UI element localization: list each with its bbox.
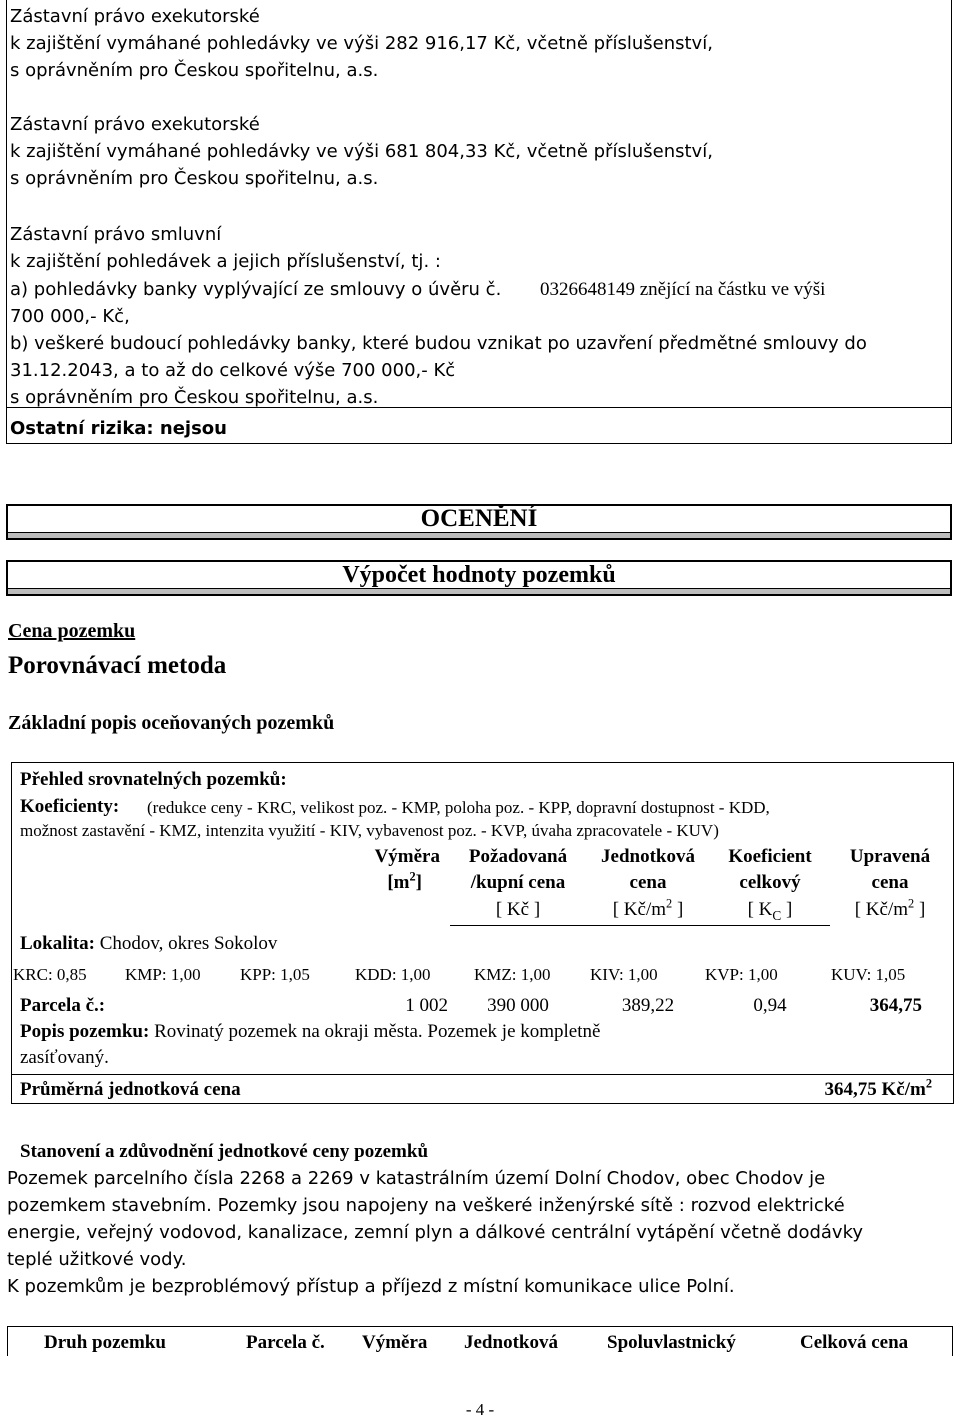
other-risks: Ostatní rizika: nejsou [10, 418, 227, 439]
col-koeficient-header: Koeficient [728, 846, 812, 867]
col-upravena-unit: [ $Kč/m^2$ ] [854, 896, 926, 920]
prumerna-label: Průměrná jednotková cena [20, 1079, 241, 1100]
bt-header-spoluvlastnicky: Spoluvlastnický [607, 1332, 736, 1353]
parcela-koef: 0,94 [753, 995, 787, 1016]
bt-header-jednotkova: Jednotková [464, 1332, 558, 1353]
zakladni-popis-heading: Základní popis oceňovaných pozemků [8, 712, 335, 734]
bt-header-vymera: Výměra [362, 1332, 428, 1353]
col-kupni-unit: [ Kč ] [495, 899, 541, 920]
lien-3-line3: 700 000,- Kč, [10, 306, 130, 327]
coef-krc: KRC: 0,85 [13, 965, 87, 984]
justification-heading: Stanovení a zdůvodnění jednotkové ceny pozemků [20, 1141, 429, 1162]
col-upravena-header2: cena [871, 872, 909, 893]
coef-kmp: KMP: 1,00 [125, 965, 201, 984]
page-number: - 4 - [465, 1400, 495, 1419]
popis-row: Popis pozemku: Rovinatý pozemek na okraji města. Pozemek je kompletně [20, 1021, 601, 1042]
parcela-vymera: 1 002 [405, 995, 448, 1016]
koef-text2: možnost zastavění - KMZ, intenzita využití - KIV, vybavenost poz. - KVP, úvaha zpracovatele - KUV) [20, 821, 719, 840]
lien-2-title: Zástavní právo exekutorské [10, 114, 260, 135]
col-jednotkova-unit: [ $Kč/m^2$ ] [612, 896, 684, 920]
coef-kvp: KVP: 1,00 [705, 965, 778, 984]
coef-kuv: KUV: 1,05 [831, 965, 906, 984]
lien-3-title: Zástavní právo smluvní [10, 224, 222, 245]
parcela-label: Parcela č.: [20, 995, 106, 1016]
col-vymera-unit: $[m^2]$ [387, 869, 422, 893]
parcela-jednotkova: 389,22 [621, 995, 675, 1016]
coef-kiv: KIV: 1,00 [590, 965, 658, 984]
col-celkovy-header: celkový [739, 872, 801, 893]
justification-line5: K pozemkům je bezproblémový přístup a příjezd z místní komunikace ulice Polní. [7, 1276, 735, 1297]
justification-line4: teplé užitkové vody. [7, 1249, 187, 1270]
coef-kmz: KMZ: 1,00 [474, 965, 551, 984]
prumerna-value: 364,75 $Kč/m^2$ [824, 1076, 932, 1100]
koef-label: Koeficienty: [20, 796, 120, 817]
parcela-cena: 390 000 [487, 995, 549, 1016]
justification-line2: pozemkem stavebním. Pozemky jsou napojeny na veškeré inženýrské sítě : rozvod elektrické [7, 1195, 845, 1216]
lien-3-line5: 31.12.2043, a to až do celkové výše 700 000,- Kč [10, 360, 456, 381]
vypocet-heading: Výpočet hodnoty pozemků [342, 562, 616, 588]
popis-row2: zasíťovaný. [20, 1047, 109, 1068]
coef-kdd: KDD: 1,00 [355, 965, 431, 984]
justification-line1: Pozemek parcelního čísla 2268 a 2269 v katastrálním území Dolní Chodov, obec Chodov je [7, 1168, 826, 1189]
lien-3-line1: k zajištění pohledávek a jejich příslušenství, tj. : [10, 251, 441, 272]
lokalita-row: Lokalita: Chodov, okres Sokolov [20, 933, 278, 954]
col-koef-unit: [ $K_C$ ] [747, 899, 793, 923]
metoda-heading: Porovnávací metoda [8, 652, 227, 679]
koef-text1: (redukce ceny - KRC, velikost poz. - KMP, poloha poz. - KPP, dopravní dostupnost - KDD, [147, 798, 770, 817]
prumerna-separator [11, 1074, 954, 1075]
parcela-upravena: 364,75 [869, 995, 922, 1016]
bt-header-druh: Druh pozemku [44, 1332, 166, 1353]
col-vymera-header: Výměra [374, 846, 440, 867]
col-jednotkova-header: Jednotková [601, 846, 695, 867]
header-underline [450, 925, 830, 926]
comparison-heading: Přehled srovnatelných pozemků: [20, 769, 287, 790]
lien-2-line1: k zajištění vymáhané pohledávky ve výši 681 804,33 Kč, včetně příslušenství, [10, 141, 713, 162]
justification-line3: energie, veřejný vodovod, kanalizace, zemní plyn a dálkové centrální vytápění včetně dodávky [7, 1222, 864, 1243]
col-upravena-header: Upravená [849, 846, 931, 867]
lien-3-line2a: a) pohledávky banky vyplývající ze smlouvy o úvěru č. [10, 279, 502, 300]
lien-3-line2b: 0326648149 znějící na částku ve výši [540, 279, 826, 300]
bt-header-parcela: Parcela č. [246, 1332, 325, 1353]
bt-header-celkova: Celková cena [800, 1332, 909, 1353]
lien-2-line2: s oprávněním pro Českou spořitelnu, a.s. [10, 168, 379, 189]
cena-pozemku-heading: Cena pozemku [8, 620, 136, 642]
lien-3-line4: b) veškeré budoucí pohledávky banky, které budou vznikat po uzavření předmětné smlouvy do [10, 333, 867, 354]
coef-kpp: KPP: 1,05 [240, 965, 310, 984]
lien-3-line6: s oprávněním pro Českou spořitelnu, a.s. [10, 387, 379, 408]
oceneni-heading: OCENĚNÍ [420, 505, 538, 532]
col-pozadovana-header: Požadovaná [468, 846, 568, 867]
col-jednotkova-header2: cena [629, 872, 667, 893]
lien-1-line1: k zajištění vymáhané pohledávky ve výši 282 916,17 Kč, včetně příslušenství, [10, 33, 713, 54]
lien-1-title: Zástavní právo exekutorské [10, 6, 260, 27]
col-kupni-header: /kupní cena [470, 872, 566, 893]
lien-1-line2: s oprávněním pro Českou spořitelnu, a.s. [10, 60, 379, 81]
